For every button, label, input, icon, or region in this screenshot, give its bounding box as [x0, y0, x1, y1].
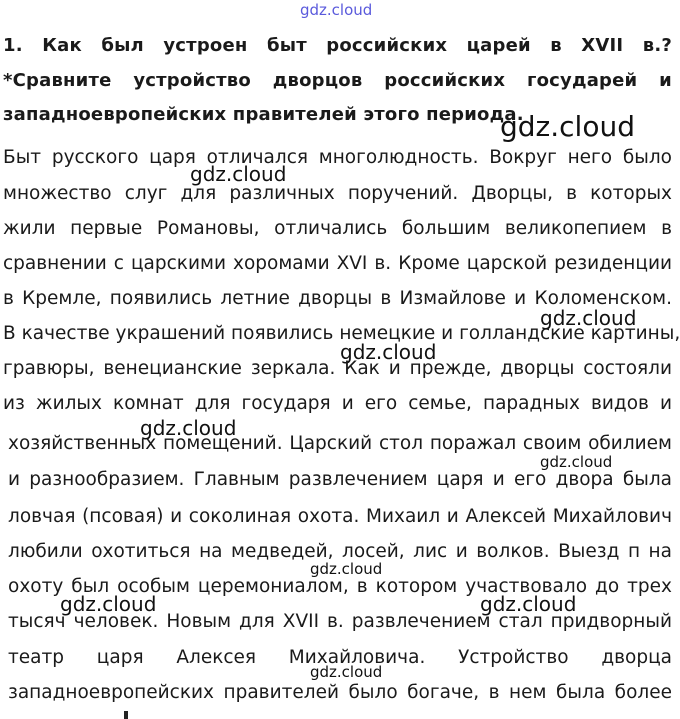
question-line-3: западноевропейских правителей этого периода.	[3, 104, 524, 125]
answer-line: жили первые Романовы, отличались большим великопепием в	[3, 218, 672, 239]
watermark: gdz.cloud	[190, 162, 287, 186]
answer-line: охоту был особым церемониалом, в котором участвовало до трех	[8, 576, 672, 597]
watermark: gdz.cloud	[310, 663, 383, 681]
answer-line: хозяйственных помещений. Царский стол поражал своим обилием	[8, 433, 672, 454]
watermark-large: gdz.cloud	[500, 110, 635, 143]
answer-line: в Кремле, появились летние дворцы в Измайлове и Коломенском.	[3, 288, 672, 309]
answer-line: В качестве украшений появились немецкие и голландские картины,	[3, 323, 680, 344]
answer-line: Быт русского царя отличался многолюдность. Вокруг него было	[3, 147, 672, 168]
answer-line: ловчая (псовая) и соколиная охота. Михаил и Алексей Михайлович	[8, 506, 672, 527]
cut-off-glyph	[124, 711, 128, 719]
watermark-top: gdz.cloud	[300, 1, 373, 19]
answer-line: из жилых комнат для государя и его семье, парадных видов и	[3, 393, 672, 414]
watermark: gdz.cloud	[140, 416, 237, 440]
question-line-1: 1. Как был устроен быт российских царей в XVII в.?	[3, 35, 672, 56]
answer-line: гравюры, венецианские зеркала. Как и прежде, дворцы состояли	[3, 358, 672, 379]
watermark: gdz.cloud	[480, 592, 577, 616]
question-line-2: *Сравните устройство дворцов российских государей и	[3, 70, 672, 91]
answer-line: тысяч человек. Новым для XVII в. развлечением стал придворный	[8, 611, 672, 632]
watermark: gdz.cloud	[340, 340, 437, 364]
answer-line: множество слуг для различных поручений. Дворцы, в которых	[3, 183, 672, 204]
answer-line: западноевропейских правителей было богаче, в нем была более	[8, 682, 672, 703]
watermark: gdz.cloud	[540, 453, 613, 471]
watermark: gdz.cloud	[60, 592, 157, 616]
answer-line: и разнообразием. Главным развлечением царя и его двора была	[8, 469, 672, 490]
answer-line: любили охотиться на медведей, лосей, лис и волков. Выезд п на	[8, 541, 672, 562]
answer-line: театр царя Алексея Михайловича. Устройство дворца	[8, 647, 672, 668]
watermark: gdz.cloud	[310, 560, 383, 578]
answer-line: сравнении с царскими хоромами XVI в. Кроме царской резиденции	[3, 253, 672, 274]
watermark: gdz.cloud	[540, 306, 637, 330]
